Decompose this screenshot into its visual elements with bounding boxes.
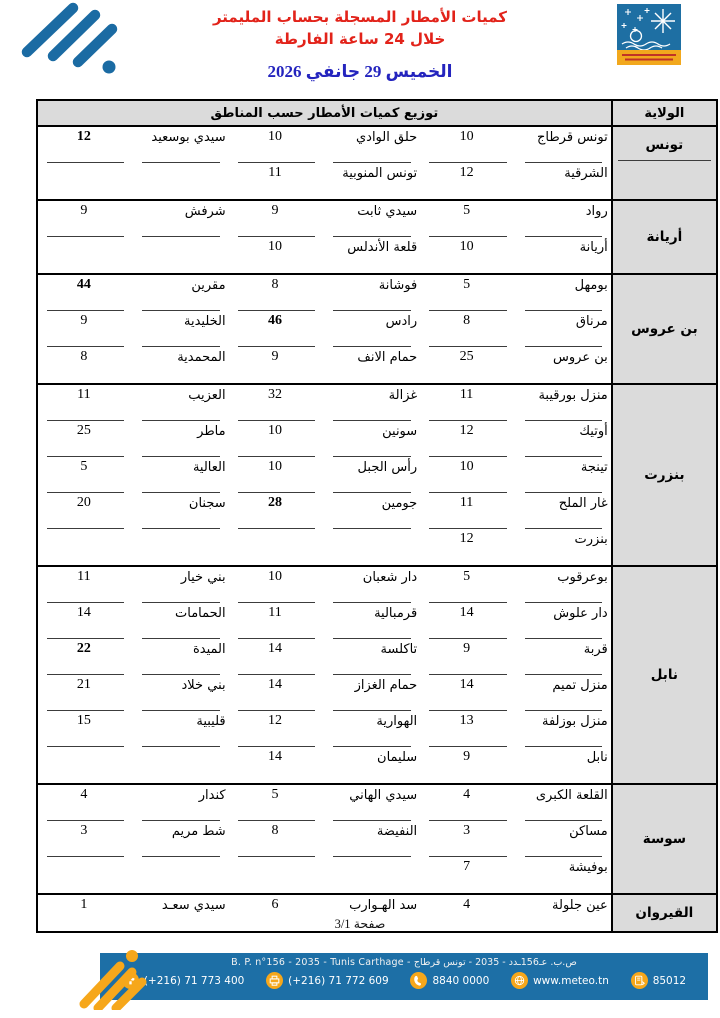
station-name-cell: بنزرت bbox=[574, 532, 608, 547]
rainfall-value-cell: 9 bbox=[37, 311, 133, 347]
station-name-cell: كندار bbox=[133, 784, 229, 821]
station-name-cell: سيدي ثابت bbox=[324, 200, 420, 237]
contact-phone-value: (+216) 71 773 400 bbox=[143, 974, 245, 987]
station-name-cell: مساكن bbox=[516, 821, 612, 857]
station-name-cell bbox=[133, 163, 229, 200]
table-row bbox=[37, 274, 717, 311]
governorate-group bbox=[37, 566, 717, 784]
station-name-cell: الهوارية bbox=[324, 711, 420, 747]
station-name-cell: بوعرقوب bbox=[516, 566, 612, 603]
footer-contacts bbox=[100, 972, 708, 989]
rainfall-value-cell: 1 bbox=[37, 894, 133, 932]
station-name-cell: القلعة الكبرى bbox=[516, 784, 612, 821]
station-name-cell: بوفيشة bbox=[568, 860, 608, 875]
rainfall-value-cell: 8 bbox=[229, 274, 325, 311]
contact-fax-value: (+216) 71 772 609 bbox=[288, 974, 389, 987]
contact-callcenter-value: 8840 0000 bbox=[432, 974, 490, 987]
station-name-cell: حمام الانف bbox=[357, 350, 418, 365]
station-name-cell: الميدة bbox=[133, 639, 229, 675]
station-name-cell: تينجة bbox=[516, 457, 612, 493]
rainfall-value-cell: 4 bbox=[420, 894, 516, 932]
station-name-cell: أريانة bbox=[579, 240, 608, 255]
rainfall-value-cell: 14 bbox=[420, 675, 516, 711]
rainfall-value-cell: 5 bbox=[420, 200, 516, 237]
station-name-cell: جومين bbox=[324, 493, 420, 529]
rainfall-value-cell: 11 bbox=[229, 603, 325, 639]
report-date: الخميس 29 جانفي 2026 bbox=[267, 61, 453, 81]
station-name-cell bbox=[133, 857, 229, 894]
contact-sms bbox=[631, 972, 686, 989]
rainfall-value-cell: 4 bbox=[420, 784, 516, 821]
station-name-cell: فوشانة bbox=[324, 274, 420, 311]
rainfall-value-cell: 22 bbox=[37, 639, 133, 675]
governorate-group bbox=[37, 200, 717, 274]
rainfall-value-cell: 14 bbox=[268, 749, 282, 764]
station-name-cell bbox=[133, 529, 229, 566]
station-name-cell: رادس bbox=[324, 311, 420, 347]
station-name-cell: دار شعبان bbox=[324, 566, 420, 603]
governorate-cell: القيروان bbox=[612, 894, 717, 932]
rainfall-value-cell: 8 bbox=[229, 821, 325, 857]
logo-dot bbox=[103, 61, 116, 74]
rainfall-value-cell: 11 bbox=[420, 384, 516, 421]
table-row bbox=[37, 126, 717, 163]
station-name-cell: قربة bbox=[516, 639, 612, 675]
rainfall-value-cell: 10 bbox=[268, 239, 282, 254]
rainfall-value-cell: 11 bbox=[420, 493, 516, 529]
station-name-cell: قليبية bbox=[133, 711, 229, 747]
governorate-cell: بنزرت bbox=[612, 384, 717, 566]
rainfall-value-cell: 44 bbox=[37, 274, 133, 311]
governorate-cell: بن عروس bbox=[612, 274, 717, 384]
governorate-cell bbox=[612, 163, 717, 200]
governorate-group bbox=[37, 384, 717, 566]
station-name-cell: غار الملح bbox=[516, 493, 612, 529]
rainfall-value-cell: 9 bbox=[271, 349, 279, 364]
rainfall-value-cell: 3 bbox=[420, 821, 516, 857]
fax-icon bbox=[266, 972, 283, 989]
rainfall-value-cell: 14 bbox=[37, 603, 133, 639]
governorate-group bbox=[37, 126, 717, 200]
report-header bbox=[120, 7, 600, 82]
station-name-cell: نابل bbox=[586, 750, 608, 765]
station-name-cell: الخليدية bbox=[133, 311, 229, 347]
report-title-line1: كميات الأمطار المسجلة بحساب المليمتر bbox=[212, 8, 508, 26]
rainfall-value-cell bbox=[37, 237, 133, 274]
rainfall-value-cell: 12 bbox=[229, 711, 325, 747]
rainfall-value-cell: 10 bbox=[459, 239, 474, 254]
station-name-cell: عين جلولة bbox=[516, 894, 612, 932]
station-name-cell: مقرين bbox=[133, 274, 229, 311]
station-name-cell: قلعة الأندلس bbox=[347, 240, 418, 255]
rainfall-value-cell bbox=[229, 857, 325, 894]
station-name-cell: منزل بوزلفة bbox=[516, 711, 612, 747]
rainfall-value-cell bbox=[37, 529, 133, 566]
contact-website bbox=[511, 972, 609, 989]
rainfall-value-cell: 10 bbox=[229, 566, 325, 603]
inm-logo bbox=[616, 3, 684, 67]
station-name-cell: رواد bbox=[516, 200, 612, 237]
station-name-cell: شط مريم bbox=[133, 821, 229, 857]
rainfall-value-cell bbox=[37, 747, 133, 784]
rainfall-value-cell: 14 bbox=[229, 639, 325, 675]
station-name-cell: قرمبالية bbox=[324, 603, 420, 639]
contact-sms-value: 85012 bbox=[652, 974, 687, 987]
rainfall-value-cell: 11 bbox=[268, 165, 282, 180]
rainfall-value-cell: 25 bbox=[37, 421, 133, 457]
rainfall-value-cell: 9 bbox=[420, 639, 516, 675]
rainfall-value-cell bbox=[229, 529, 325, 566]
station-name-cell: حمام الغزاز bbox=[324, 675, 420, 711]
rainfall-value-cell: 14 bbox=[229, 675, 325, 711]
governorate-cell: نابل bbox=[612, 566, 717, 784]
rainfall-value-cell: 5 bbox=[420, 566, 516, 603]
station-name-cell bbox=[324, 529, 420, 566]
station-name-cell: منزل بورقيبة bbox=[516, 384, 612, 421]
governorate-cell: أريانة bbox=[612, 200, 717, 274]
rainfall-value-cell: 21 bbox=[37, 675, 133, 711]
stripes-dot bbox=[126, 950, 138, 962]
station-name-cell: سد الهـوارب bbox=[324, 894, 420, 932]
station-name-cell bbox=[133, 747, 229, 784]
rainfall-value-cell: 12 bbox=[420, 421, 516, 457]
station-name-cell: تونس قرطاج bbox=[516, 126, 612, 163]
sms-icon bbox=[631, 972, 648, 989]
rainfall-value-cell: 25 bbox=[459, 349, 474, 364]
station-name-cell: شرفش bbox=[133, 200, 229, 237]
rainfall-value-cell: 9 bbox=[37, 200, 133, 237]
handset-icon bbox=[410, 972, 427, 989]
station-name-cell: ماطر bbox=[133, 421, 229, 457]
column-header-distribution: توزيع كميات الأمطار حسب المناطق bbox=[37, 100, 612, 126]
station-name-cell: سيدي بوسعيد bbox=[133, 126, 229, 163]
rainfall-value-cell: 9 bbox=[229, 200, 325, 237]
rainfall-value-cell: 7 bbox=[463, 859, 471, 874]
rainfall-value-cell: 28 bbox=[229, 493, 325, 529]
station-name-cell: غزالة bbox=[324, 384, 420, 421]
station-name-cell: بني خيار bbox=[133, 566, 229, 603]
station-name-cell: حلق الوادي bbox=[324, 126, 420, 163]
table-row bbox=[37, 384, 717, 421]
governorate-group bbox=[37, 274, 717, 384]
governorate-cell: تونس bbox=[612, 126, 717, 163]
station-name-cell: رأس الجبل bbox=[324, 457, 420, 493]
rain-table bbox=[36, 99, 718, 933]
footer-address: B. P. n°156 - 2035 - Tunis Carthage - ص.ب. عـ156ـدد - 2035 - تونس قرطاج bbox=[231, 957, 577, 968]
rainfall-value-cell: 14 bbox=[420, 603, 516, 639]
station-name-cell: العالية bbox=[133, 457, 229, 493]
table-header-row bbox=[37, 100, 717, 126]
station-name-cell: مرناق bbox=[516, 311, 612, 347]
contact-fax bbox=[266, 972, 389, 989]
rainfall-value-cell: 15 bbox=[37, 711, 133, 747]
rainfall-value-cell: 5 bbox=[37, 457, 133, 493]
rainfall-value-cell: 8 bbox=[80, 349, 88, 364]
table-row bbox=[37, 784, 717, 821]
rainfall-value-cell: 6 bbox=[229, 894, 325, 932]
rainfall-value-cell: 10 bbox=[229, 457, 325, 493]
station-name-cell: سليمان bbox=[377, 750, 418, 765]
rainfall-value-cell: 13 bbox=[420, 711, 516, 747]
governorate-group bbox=[37, 784, 717, 894]
table-row bbox=[37, 200, 717, 237]
report-title-line2: خلال 24 ساعة الفارطة bbox=[274, 29, 446, 48]
inm-logo-text-line bbox=[625, 59, 673, 61]
rainfall-value-cell bbox=[37, 857, 133, 894]
station-name-cell: بن عروس bbox=[553, 350, 608, 365]
station-name-cell: المحمدية bbox=[177, 350, 226, 365]
rainfall-value-cell: 46 bbox=[229, 311, 325, 347]
inm-logo-band bbox=[617, 50, 681, 65]
rainfall-value-cell: 3 bbox=[37, 821, 133, 857]
rainfall-value-cell: 10 bbox=[229, 421, 325, 457]
contact-callcenter bbox=[410, 972, 489, 989]
station-name-cell bbox=[133, 237, 229, 274]
rainfall-value-cell: 12 bbox=[459, 165, 474, 180]
footer-stripes-logo bbox=[76, 946, 154, 1010]
station-name-cell: الحمامات bbox=[133, 603, 229, 639]
footer-bar bbox=[100, 953, 708, 1000]
station-name-cell: سونين bbox=[324, 421, 420, 457]
rainfall-value-cell: 5 bbox=[229, 784, 325, 821]
station-name-cell: منزل تميم bbox=[516, 675, 612, 711]
table-row bbox=[37, 163, 717, 200]
station-name-cell: النفيضة bbox=[324, 821, 420, 857]
rainfall-value-cell: 10 bbox=[420, 457, 516, 493]
rainfall-value-cell: 4 bbox=[37, 784, 133, 821]
rainfall-value-cell: 8 bbox=[420, 311, 516, 347]
station-name-cell: الشرقية bbox=[564, 166, 608, 181]
rainfall-value-cell: 10 bbox=[229, 126, 325, 163]
station-name-cell: بني خلاد bbox=[133, 675, 229, 711]
table-row bbox=[37, 566, 717, 603]
station-name-cell: أوتيك bbox=[516, 421, 612, 457]
rainfall-value-cell: 11 bbox=[37, 566, 133, 603]
station-name-cell: سيدي سعـد bbox=[133, 894, 229, 932]
station-name-cell: بومهل bbox=[516, 274, 612, 311]
rainfall-value-cell: 9 bbox=[463, 749, 471, 764]
contact-website-value: www.meteo.tn bbox=[533, 974, 609, 987]
brand-strokes-logo bbox=[16, 2, 124, 76]
station-name-cell: تونس المنوبية bbox=[342, 166, 418, 181]
rainfall-value-cell: 20 bbox=[37, 493, 133, 529]
station-name-cell: العزيب bbox=[133, 384, 229, 421]
station-name-cell: تاكلسة bbox=[324, 639, 420, 675]
governorate-cell: سوسة bbox=[612, 784, 717, 894]
rainfall-value-cell: 12 bbox=[459, 531, 474, 546]
rainfall-value-cell: 10 bbox=[420, 126, 516, 163]
station-name-cell bbox=[324, 857, 420, 894]
globe-icon bbox=[511, 972, 528, 989]
rainfall-value-cell: 32 bbox=[229, 384, 325, 421]
rainfall-value-cell bbox=[37, 163, 133, 200]
column-header-governorate: الولاية bbox=[612, 100, 717, 126]
rainfall-value-cell: 5 bbox=[420, 274, 516, 311]
station-name-cell: سجنان bbox=[133, 493, 229, 529]
inm-logo-text-line bbox=[622, 54, 676, 56]
station-name-cell: دار علوش bbox=[516, 603, 612, 639]
page-number: صفحة 3/1 bbox=[334, 917, 386, 931]
station-name-cell: سيدي الهاني bbox=[324, 784, 420, 821]
rainfall-value-cell: 11 bbox=[37, 384, 133, 421]
rainfall-value-cell: 12 bbox=[37, 126, 133, 163]
